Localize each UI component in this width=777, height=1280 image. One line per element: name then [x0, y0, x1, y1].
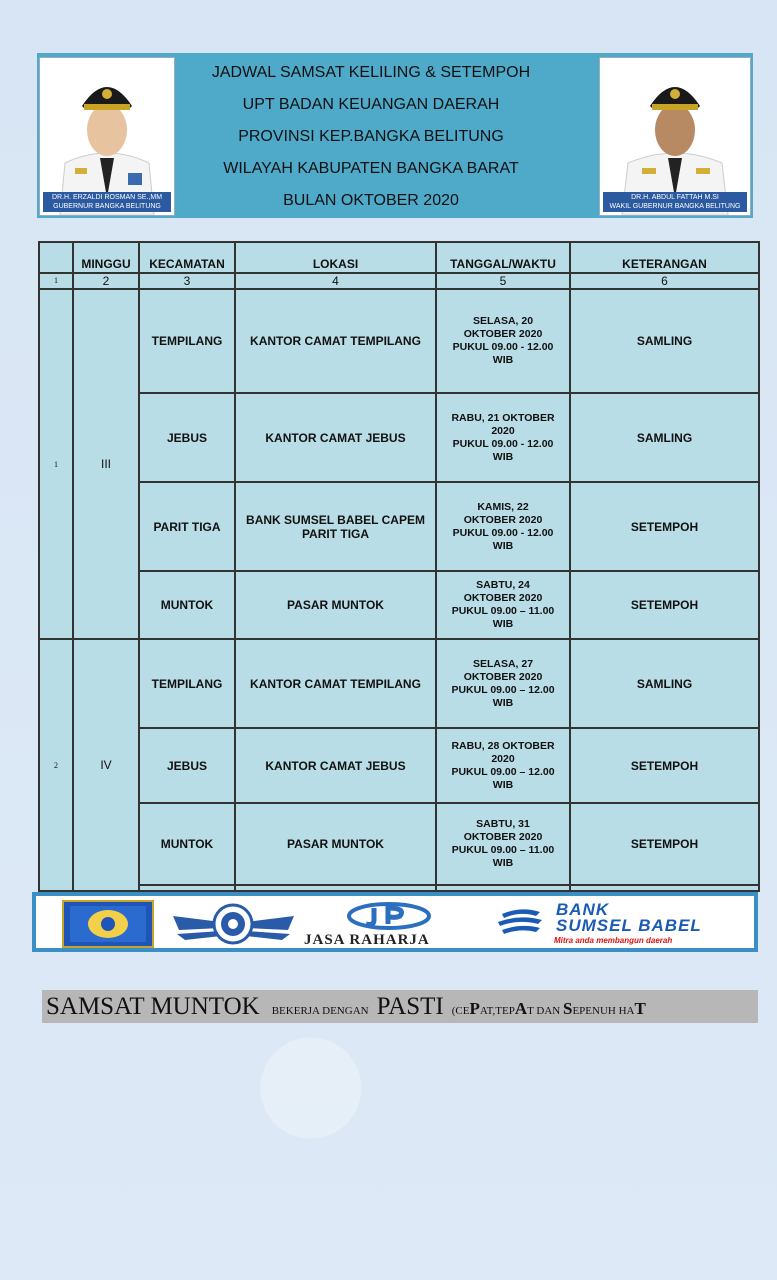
tanggal-waktu-cell: [436, 482, 570, 571]
vice-governor-role: WAKIL GUBERNUR BANGKA BELITUNG: [609, 203, 741, 210]
motto-part: EPENUH HA: [572, 1005, 635, 1017]
vice-governor-photo: [599, 57, 751, 216]
keterangan-cell: SETEMPOH: [570, 728, 759, 803]
table-row: [39, 571, 759, 639]
motto-part: SAMSAT MUNTOK: [46, 993, 260, 1020]
tanggal-waktu-cell: [436, 728, 570, 803]
lokasi-cell: KANTOR CAMAT TEMPILANG: [235, 639, 436, 728]
kecamatan-cell: JEBUS: [139, 728, 235, 803]
kecamatan-cell: PARIT TIGA: [139, 482, 235, 571]
tanggal-waktu-cell: [436, 639, 570, 728]
kecamatan-cell: TEMPILANG: [139, 289, 235, 393]
table-header-row: [39, 242, 759, 273]
page-title: [197, 57, 545, 217]
waktu-line: WIB: [492, 778, 514, 791]
province-logo-icon: [62, 900, 154, 948]
keterangan-cell: SETEMPOH: [570, 803, 759, 885]
column-number: 4: [235, 273, 436, 289]
column-number: 6: [570, 273, 759, 289]
governor-photo: [39, 57, 175, 216]
waktu-line: OKTOBER 2020: [463, 513, 543, 526]
tanggal-waktu-cell: [436, 289, 570, 393]
keterangan-cell: SAMLING: [570, 289, 759, 393]
week-cell: III: [73, 289, 139, 639]
column-number: 3: [139, 273, 235, 289]
keterangan-cell: SAMLING: [570, 393, 759, 482]
title-line-3: PROVINSI KEP.BANGKA BELITUNG: [238, 128, 504, 145]
lokasi-cell: KANTOR CAMAT JEBUS: [235, 393, 436, 482]
title-line-1: JADWAL SAMSAT KELILING & SETEMPOH: [211, 64, 531, 81]
waktu-line: KAMIS, 22: [477, 500, 529, 513]
kecamatan-cell: JEBUS: [139, 393, 235, 482]
column-number-row: [39, 273, 759, 289]
waktu-line: OKTOBER 2020: [463, 670, 543, 683]
vice-governor-caption: [603, 192, 747, 212]
header-keterangan: KETERANGAN: [570, 242, 759, 273]
waktu-line: WIB: [492, 354, 514, 366]
column-number: 2: [73, 273, 139, 289]
waktu-line: PUKUL 09.00 - 12.00: [452, 437, 554, 450]
header-minggu: MINGGU: [73, 242, 139, 273]
waktu-line: PUKUL 09.00 - 12.00: [452, 526, 554, 539]
table-row: [39, 393, 759, 482]
waktu-line: OKTOBER 2020: [463, 831, 543, 843]
waktu-line: PUKUL 09.00 - 12.00: [452, 341, 554, 353]
governor-caption: [43, 192, 171, 212]
table-row: [39, 885, 759, 891]
title-line-5: BULAN OKTOBER 2020: [283, 192, 459, 209]
table-row: [39, 639, 759, 728]
waktu-line: PUKUL 09.00 – 11.00: [451, 844, 555, 856]
jasa-raharja-label: JASA RAHARJA: [304, 932, 430, 948]
waktu-line: PUKUL 09.00 – 12.00: [451, 683, 555, 696]
waktu-line: WIB: [492, 539, 514, 552]
waktu-line: WIB: [492, 696, 514, 709]
governor-name: DR.H. ERZALDI ROSMAN SE.,MM: [51, 194, 163, 201]
waktu-line: SABTU, 24: [476, 579, 530, 591]
waktu-line: RABU, 28 OKTOBER: [451, 739, 555, 752]
police-wings-logo-icon: [171, 900, 296, 948]
motto-part: S: [562, 999, 573, 1018]
tanggal-waktu-cell: [436, 803, 570, 885]
waktu-line: WIB: [492, 450, 514, 463]
waktu-line: OKTOBER 2020: [463, 328, 543, 340]
waktu-line: SELASA, 27: [472, 657, 534, 670]
sponsor-banner: [32, 892, 758, 952]
motto-part: PASTI: [376, 993, 444, 1020]
governor-role: GUBERNUR BANGKA BELITUNG: [53, 203, 161, 210]
motto-part: BEKERJA DENGAN: [271, 1005, 369, 1017]
motto-part: P: [469, 999, 480, 1018]
waktu-line: WIB: [492, 857, 514, 869]
lokasi-cell: KANTOR CAMAT TEMPILANG: [235, 289, 436, 393]
waktu-line: 2020: [491, 424, 515, 437]
header-no: [39, 242, 73, 273]
keterangan-cell: SETEMPOH: [570, 482, 759, 571]
table-row: [39, 289, 759, 393]
lokasi-cell: PASAR MUNTOK: [235, 571, 436, 639]
bank-name-line-2: SUMSEL BABEL: [556, 916, 702, 935]
bank-tagline: Mitra anda membangun daerah: [554, 936, 673, 945]
vice-governor-name: DR.H. ABDUL FATTAH M.SI: [631, 194, 719, 201]
header-kecamatan: KECAMATAN: [139, 242, 235, 273]
table-row: [39, 803, 759, 885]
kecamatan-cell: MUNTOK: [139, 571, 235, 639]
row-number: 2: [39, 639, 73, 891]
empty-cell: [436, 885, 570, 891]
bank-name: [556, 902, 702, 934]
lokasi-cell: PASAR MUNTOK: [235, 803, 436, 885]
schedule-table: [38, 241, 760, 892]
motto-part: T DAN: [527, 1005, 563, 1017]
bank-name-line-1: BANK: [556, 900, 610, 919]
motto-part: (CE: [451, 1005, 470, 1017]
keterangan-cell: SAMLING: [570, 639, 759, 728]
sponsor-banner-inner: [36, 896, 754, 948]
waktu-line: PUKUL 09.00 – 11.00: [451, 605, 555, 617]
motto-part: A: [514, 999, 528, 1018]
kecamatan-cell: TEMPILANG: [139, 639, 235, 728]
table-row: [39, 728, 759, 803]
waktu-line: RABU, 21 OKTOBER: [451, 411, 555, 424]
lokasi-cell: BANK SUMSEL BABEL CAPEM PARIT TIGA: [235, 482, 436, 571]
waktu-line: PUKUL 09.00 – 12.00: [451, 765, 555, 778]
motto-bar: [42, 990, 758, 1023]
header-lokasi: LOKASI: [235, 242, 436, 273]
week-cell: IV: [73, 639, 139, 891]
column-number: 5: [436, 273, 570, 289]
title-line-2: UPT BADAN KEUANGAN DAERAH: [242, 96, 500, 113]
waktu-line: SELASA, 20: [472, 315, 534, 327]
waktu-line: SABTU, 31: [476, 818, 530, 830]
waktu-line: 2020: [491, 752, 515, 765]
motto-part: T: [634, 999, 646, 1018]
kecamatan-cell: MUNTOK: [139, 803, 235, 885]
header-banner: [37, 53, 753, 218]
tanggal-waktu-cell: [436, 393, 570, 482]
header-tanggal-waktu: TANGGAL/WAKTU: [436, 242, 570, 273]
tanggal-waktu-cell: [436, 571, 570, 639]
table-row: [39, 482, 759, 571]
row-number: 1: [39, 289, 73, 639]
bank-sumsel-babel-logo-icon: [496, 906, 546, 936]
title-line-4: WILAYAH KABUPATEN BANGKA BARAT: [223, 160, 519, 177]
motto-part: AT,TEP: [479, 1005, 515, 1017]
waktu-line: WIB: [492, 618, 514, 630]
keterangan-cell: SETEMPOH: [570, 571, 759, 639]
empty-cell: [570, 885, 759, 891]
jasa-raharja-logo-icon: [344, 902, 434, 930]
waktu-line: OKTOBER 2020: [463, 592, 543, 604]
empty-cell: [139, 885, 235, 891]
column-number: 1: [39, 273, 73, 289]
empty-cell: [235, 885, 436, 891]
lokasi-cell: KANTOR CAMAT JEBUS: [235, 728, 436, 803]
